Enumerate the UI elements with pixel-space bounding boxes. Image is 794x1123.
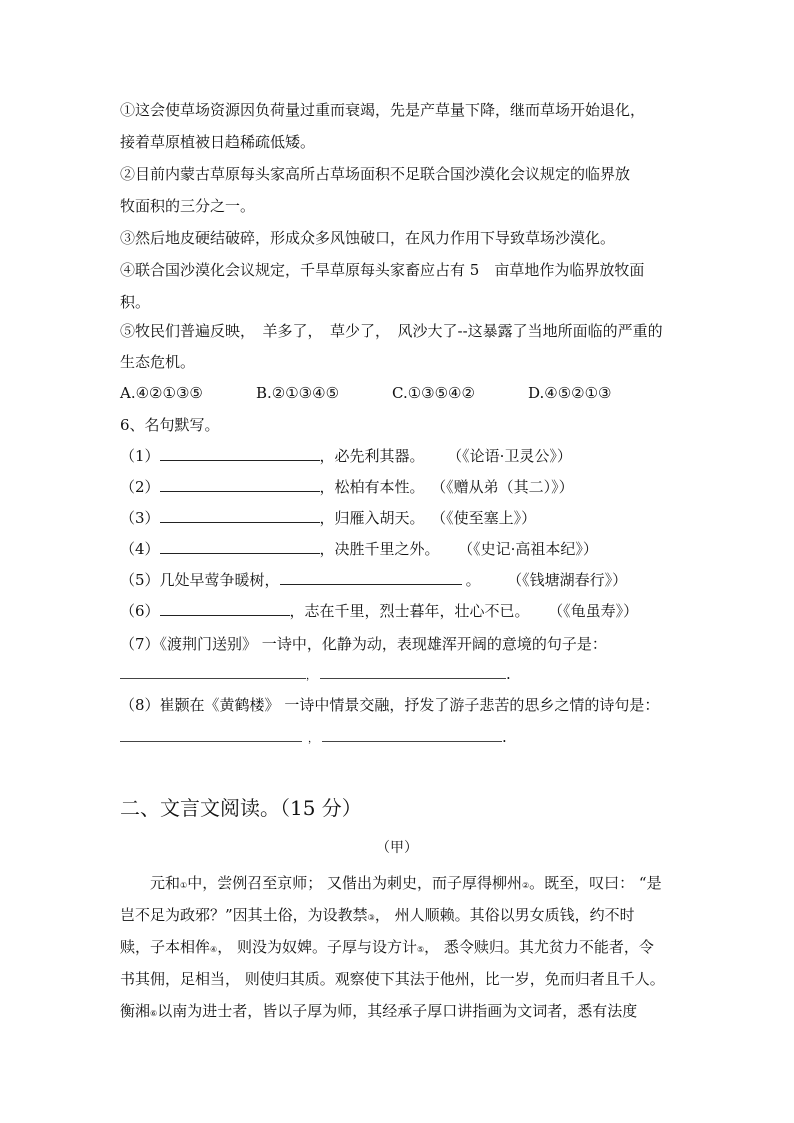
footnote-1: ①	[180, 881, 188, 890]
passage-line-2: 岂不足为政邪？”因其土俗，为设教禁③， 州人顺赖。其俗以男女质钱，约不时	[120, 906, 635, 924]
footnote-4: ④	[210, 945, 218, 954]
q6-item-7-answer	[120, 664, 511, 687]
q6-item-8: （8）崔颢在《黄鹤楼》 一诗中情景交融，抒发了游子悲苦的思乡之情的诗句是：	[120, 696, 660, 714]
section-2-title: 二、文言文阅读。（15 分）	[120, 796, 362, 820]
answer-options	[120, 383, 612, 403]
sentence-5a: ⑤牧民们普遍反映， 羊多了， 草少了， 风沙大了--这暴露了当地所面临的严重的	[120, 322, 663, 340]
passage-line-1: 元和①中，尝例召至京师； 又偕出为刺史，而子厚得柳州②。既至，叹曰： “是	[150, 874, 662, 892]
item-source: （《论语·卫灵公》）	[454, 447, 572, 465]
option-c[interactable]: C.①③⑤④②	[392, 384, 475, 402]
q6-item-2	[120, 477, 574, 497]
item-text: ，松柏有本性。	[319, 478, 425, 496]
sentence-2a: ②目前内蒙古草原每头家高所占草场面积不足联合国沙漠化会议规定的临界放	[120, 165, 631, 183]
sentence-2b: 牧面积的三分之一。	[120, 197, 256, 215]
item-source: （《使至塞上》）	[438, 509, 537, 527]
answer-line[interactable]	[322, 727, 502, 742]
passage-line-4: 书其佣，足相当， 则使归其质。观察使下其法于他州，比一岁，免而归者且千人。	[120, 970, 665, 988]
fill-blank[interactable]	[160, 477, 320, 492]
option-a[interactable]: A.④②①③⑤	[120, 384, 203, 402]
sentence-1a: ①这会使草场资源因负荷量过重而衰竭，先是产草量下降，继而草场开始退化，	[120, 101, 646, 119]
q6-item-3	[120, 508, 536, 528]
item-number: （4）	[120, 540, 160, 558]
item-source: （《龟虽寿》）	[555, 602, 639, 620]
passage-line-3: 赎，子本相侔④， 则没为奴婢。子厚与设方计⑤， 悉令赎归。其尤贫力不能者，令	[120, 938, 654, 956]
q6-item-5	[120, 570, 627, 590]
option-d[interactable]: D.④⑤②①③	[528, 384, 612, 402]
item-pre: 几处早莺争暖树，	[159, 571, 280, 589]
footnote-2: ②	[521, 881, 530, 890]
footnote-6: ⑥	[150, 1009, 158, 1018]
q6-item-7: （7）《渡荆门送别》 一诗中，化静为动，表现雄浑开阔的意境的句子是：	[120, 635, 607, 653]
fill-blank[interactable]	[160, 446, 320, 461]
fill-blank[interactable]	[280, 570, 462, 585]
q6-item-1	[120, 446, 572, 466]
item-text: 。	[465, 571, 481, 589]
fill-blank[interactable]	[160, 539, 320, 554]
section-2-subtitle: （甲）	[376, 840, 418, 856]
item-text: ，归雁入胡天。	[319, 509, 425, 527]
item-number: （6）	[120, 602, 160, 620]
answer-comma: ，	[308, 734, 318, 745]
sentence-4b: 积。	[120, 293, 151, 311]
sentence-1b: 接着草原植被日趋稀疏低矮。	[120, 133, 316, 151]
item-number: （2）	[120, 478, 160, 496]
q6-item-6	[120, 601, 638, 621]
sentence-4a: ④联合国沙漠化会议规定，千旱草原每头家畜应占有 5 亩草地作为临界放牧面	[120, 261, 645, 279]
item-number: （5）	[120, 571, 160, 589]
q6-title: 6、名句默写。	[120, 416, 220, 434]
sentence-5b: 生态危机。	[120, 353, 196, 371]
item-text: ，志在千里，烈士暮年，壮心不已。	[289, 602, 530, 620]
answer-line[interactable]	[320, 664, 506, 679]
passage-line-5: 衡湘⑥以南为进士者，皆以子厚为师，其经承子厚口讲指画为文词者，悉有法度	[120, 1002, 638, 1020]
item-source: （《史记·高祖本纪》）	[465, 540, 598, 558]
option-b[interactable]: B.②①③④⑤	[256, 384, 340, 402]
answer-line[interactable]	[120, 727, 302, 742]
answer-period: .	[506, 665, 511, 683]
item-text: ，决胜千里之外。	[319, 540, 440, 558]
fill-blank[interactable]	[160, 601, 290, 616]
fill-blank[interactable]	[160, 508, 320, 523]
answer-comma: ，	[306, 671, 316, 682]
footnote-5: ⑤	[416, 945, 425, 954]
q6-item-4	[120, 539, 598, 559]
item-number: （3）	[120, 509, 160, 527]
item-source: （《钱塘湖春行》）	[514, 571, 628, 589]
item-source: （《赠从弟（其二）》）	[438, 478, 574, 496]
answer-period: .	[502, 728, 507, 746]
answer-line[interactable]	[120, 664, 306, 679]
item-text: ，必先利其器。	[319, 447, 425, 465]
item-number: （1）	[120, 447, 160, 465]
footnote-3: ③	[367, 913, 375, 922]
q6-item-8-answer	[120, 727, 507, 750]
sentence-3: ③然后地皮硬结破碎，形成众多风蚀破口，在风力作用下导致草场沙漠化。	[120, 229, 616, 247]
